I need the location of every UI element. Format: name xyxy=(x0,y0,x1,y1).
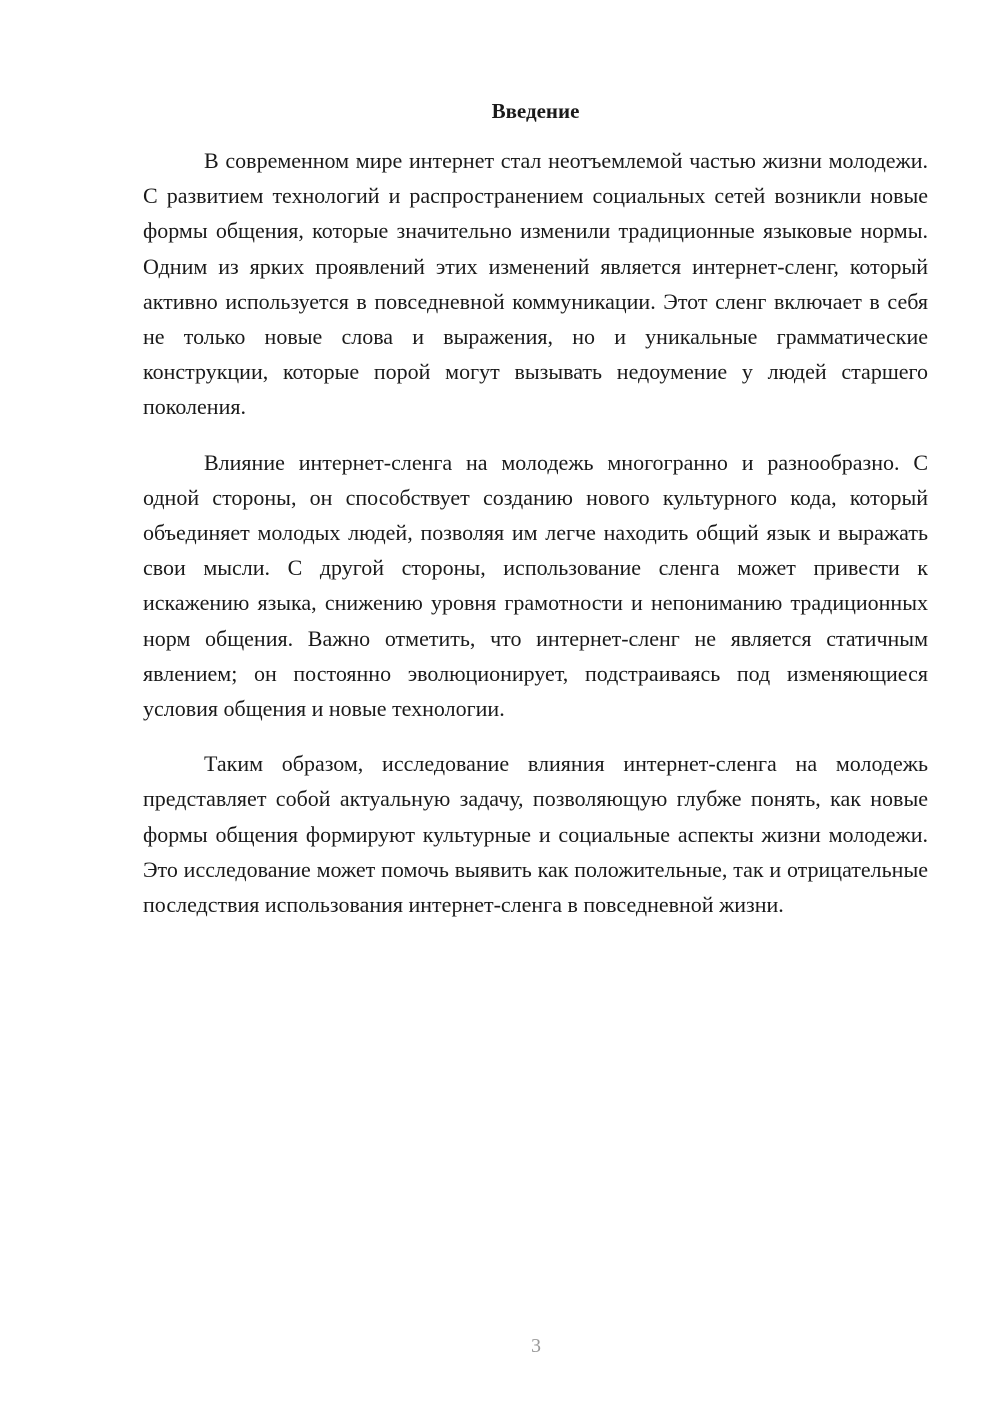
section-heading: Введение xyxy=(491,99,580,123)
paragraph-2: Влияние интернет-сленга на молодежь многогранно и разнообразно. С одной стороны, он способствует созданию нового культурного кода, который объединяет молодых людей, позволяя им легче находить общий язык и выражать свои мысли. С другой стороны, использование сленга может привести к искажению языка, снижению уровня грамотности и непониманию традиционных норм общения. Важно отметить, что интернет-сленг не является статичным явлением; он постоянно эволюционирует, подстраиваясь под изменяющиеся условия общения и новые технологии. xyxy=(143,449,928,722)
page-number: 3 xyxy=(531,1335,541,1357)
body-text xyxy=(143,143,928,942)
paragraph-1: В современном мире интернет стал неотъемлемой частью жизни молодежи. С развитием технологий и распространением социальных сетей возникли новые формы общения, которые значительно изменили традиционные языковые нормы. Одним из ярких проявлений этих изменений является интернет-сленг, который активно используется в повседневной коммуникации. Этот сленг включает в себя не только новые слова и выражения, но и уникальные грамматические конструкции, которые порой могут вызывать недоумение у людей старшего поколения. xyxy=(143,148,928,420)
paragraph-3: Таким образом, исследование влияния интернет-сленга на молодежь представляет собой актуальную задачу, позволяющую глубже понять, как новые формы общения формируют культурные и социальные аспекты жизни молодежи. Это исследование может помочь выявить как положительные, так и отрицательные последствия использования интернет-сленга в повседневной жизни. xyxy=(143,751,928,918)
